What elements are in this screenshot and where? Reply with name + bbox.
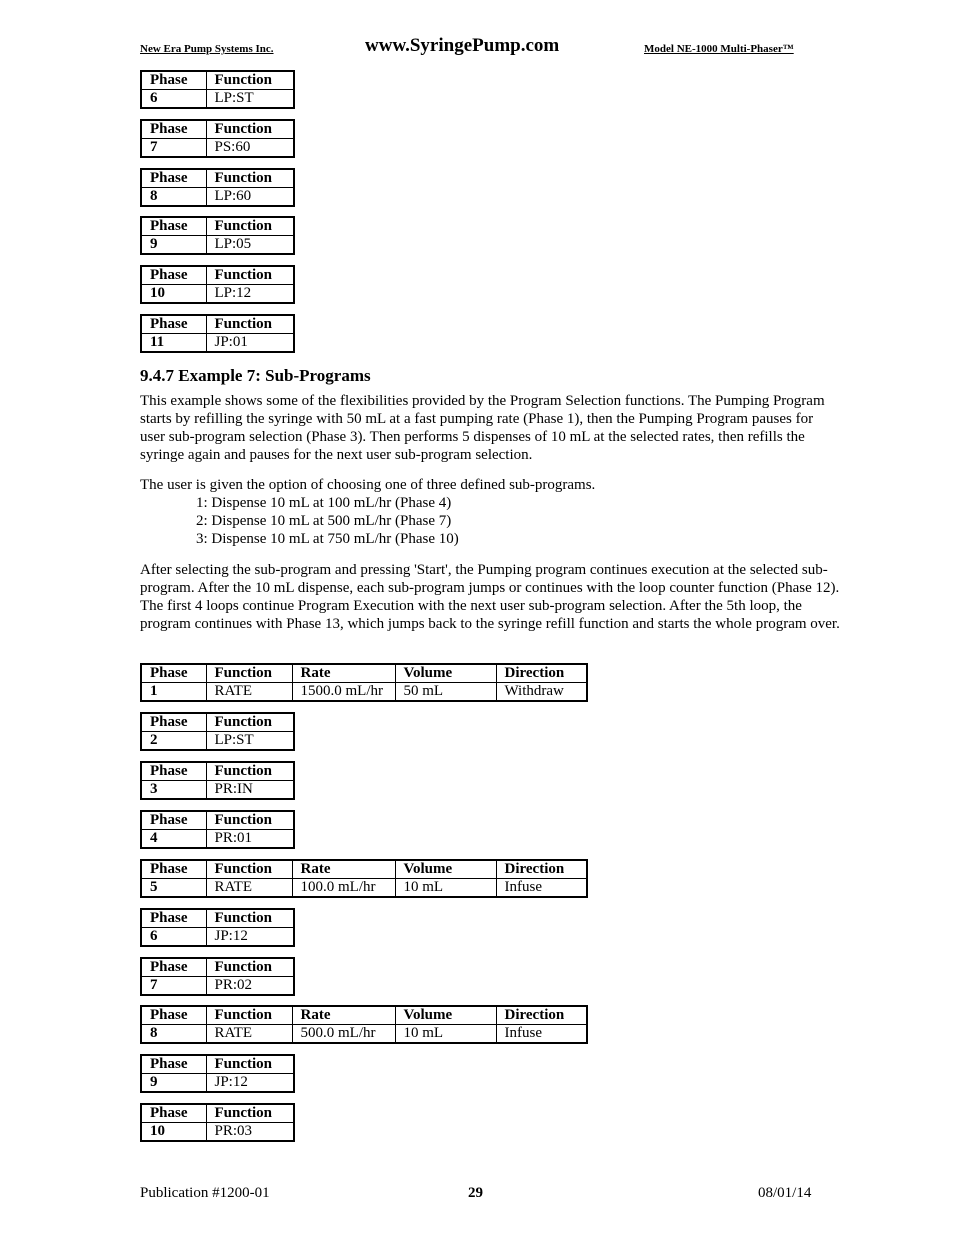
phase-function: LP:60 [206,188,294,207]
phase-direction: Infuse [496,1025,587,1044]
phase-number: 7 [141,139,206,158]
function-header: Function [206,315,294,334]
function-header: Function [206,217,294,236]
phase-function: LP:ST [206,732,294,751]
phase-table [140,216,295,255]
phase-table [140,761,295,800]
phase-function: RATE [206,879,292,898]
function-header: Function [206,762,294,781]
phase-table [140,1103,295,1142]
phase-number: 5 [141,879,206,898]
phase-function: RATE [206,683,292,702]
options-paragraph [140,476,840,548]
phase-direction: Infuse [496,879,587,898]
phase-header: Phase [141,860,206,879]
phase-volume: 10 mL [395,879,496,898]
phase-function: JP:01 [206,334,294,353]
function-header: Function [206,958,294,977]
phase-header: Phase [141,958,206,977]
footer-publication: Publication #1200-01 [140,1185,270,1201]
phase-function: PR:02 [206,977,294,996]
phase-number: 7 [141,977,206,996]
phase-table [140,712,295,751]
phase-rate: 1500.0 mL/hr [292,683,395,702]
header-website: www.SyringePump.com [365,35,560,56]
function-header: Function [206,811,294,830]
footer-page-number: 29 [468,1185,483,1201]
function-header: Function [206,909,294,928]
phase-function: JP:12 [206,1074,294,1093]
function-header: Function [206,1104,294,1123]
phase-header: Phase [141,120,206,139]
phase-number: 6 [141,90,206,109]
phase-function: JP:12 [206,928,294,947]
phase-number: 3 [141,781,206,800]
phase-function: PR:IN [206,781,294,800]
phase-number: 8 [141,188,206,207]
rate-header: Rate [292,860,395,879]
option-item: 3: Dispense 10 mL at 750 mL/hr (Phase 10) [196,531,459,547]
phase-header: Phase [141,664,206,683]
phase-table [140,265,295,304]
phase-rate: 500.0 mL/hr [292,1025,395,1044]
option-item: 1: Dispense 10 mL at 100 mL/hr (Phase 4) [196,495,452,511]
phase-table-rate [140,663,588,702]
phase-rate: 100.0 mL/hr [292,879,395,898]
phase-direction: Withdraw [496,683,587,702]
phase-function: LP:12 [206,285,294,304]
function-header: Function [206,71,294,90]
function-header: Function [206,860,292,879]
phase-number: 4 [141,830,206,849]
phase-table-rate [140,1005,588,1044]
option-item: 2: Dispense 10 mL at 500 mL/hr (Phase 7) [196,513,452,529]
phase-number: 8 [141,1025,206,1044]
rate-header: Rate [292,664,395,683]
phase-table [140,168,295,207]
volume-header: Volume [395,664,496,683]
phase-header: Phase [141,315,206,334]
phase-header: Phase [141,713,206,732]
function-header: Function [206,266,294,285]
function-header: Function [206,1055,294,1074]
phase-table [140,810,295,849]
rate-header: Rate [292,1006,395,1025]
function-header: Function [206,1006,292,1025]
phase-number: 11 [141,334,206,353]
phase-function: RATE [206,1025,292,1044]
direction-header: Direction [496,860,587,879]
function-header: Function [206,713,294,732]
phase-table [140,70,295,109]
phase-volume: 10 mL [395,1025,496,1044]
phase-header: Phase [141,1055,206,1074]
phase-header: Phase [141,1006,206,1025]
phase-table [140,957,295,996]
phase-header: Phase [141,909,206,928]
phase-function: PR:01 [206,830,294,849]
phase-table [140,1054,295,1093]
phase-number: 9 [141,1074,206,1093]
phase-table [140,119,295,158]
phase-table-rate [140,859,588,898]
phase-function: LP:ST [206,90,294,109]
phase-header: Phase [141,1104,206,1123]
phase-function: PR:03 [206,1123,294,1142]
function-header: Function [206,120,294,139]
phase-header: Phase [141,71,206,90]
phase-header: Phase [141,762,206,781]
volume-header: Volume [395,1006,496,1025]
phase-number: 1 [141,683,206,702]
section-title: 9.4.7 Example 7: Sub-Programs [140,366,371,385]
phase-volume: 50 mL [395,683,496,702]
phase-function: PS:60 [206,139,294,158]
phase-table [140,314,295,353]
header-model: Model NE-1000 Multi-Phaser™ [644,43,794,55]
function-header: Function [206,664,292,683]
phase-function: LP:05 [206,236,294,255]
phase-number: 10 [141,1123,206,1142]
direction-header: Direction [496,1006,587,1025]
direction-header: Direction [496,664,587,683]
phase-header: Phase [141,169,206,188]
phase-number: 9 [141,236,206,255]
phase-table [140,908,295,947]
header-company: New Era Pump Systems Inc. [140,43,274,55]
phase-number: 6 [141,928,206,947]
footer-date: 08/01/14 [758,1185,812,1201]
phase-header: Phase [141,811,206,830]
phase-number: 10 [141,285,206,304]
phase-number: 2 [141,732,206,751]
phase-header: Phase [141,266,206,285]
options-intro: The user is given the option of choosing one of three defined sub-programs. [140,477,596,493]
phase-header: Phase [141,217,206,236]
execution-paragraph: After selecting the sub-program and pressing 'Start', the Pumping program continues execution at the selected sub-program. After the 10 mL dispense, each sub-program jumps or continues with the loop counter function (Phase 12). The first 4 loops continue Program Execution with the next user sub-program selection. After the 5th loop, the program continues with Phase 13, which jumps back to the syringe refill function and starts the whole program over. [140,562,840,632]
volume-header: Volume [395,860,496,879]
function-header: Function [206,169,294,188]
intro-paragraph: This example shows some of the flexibilities provided by the Program Selection functions. The Pumping Program starts by refilling the syringe with 50 mL at a fast pumping rate (Phase 1), then the Pumping Program pauses for user sub-program selection (Phase 3). Then performs 5 dispenses of 10 mL at the selected rates, then refills the syringe again and pauses for the next user sub-program selection. [140,393,825,463]
